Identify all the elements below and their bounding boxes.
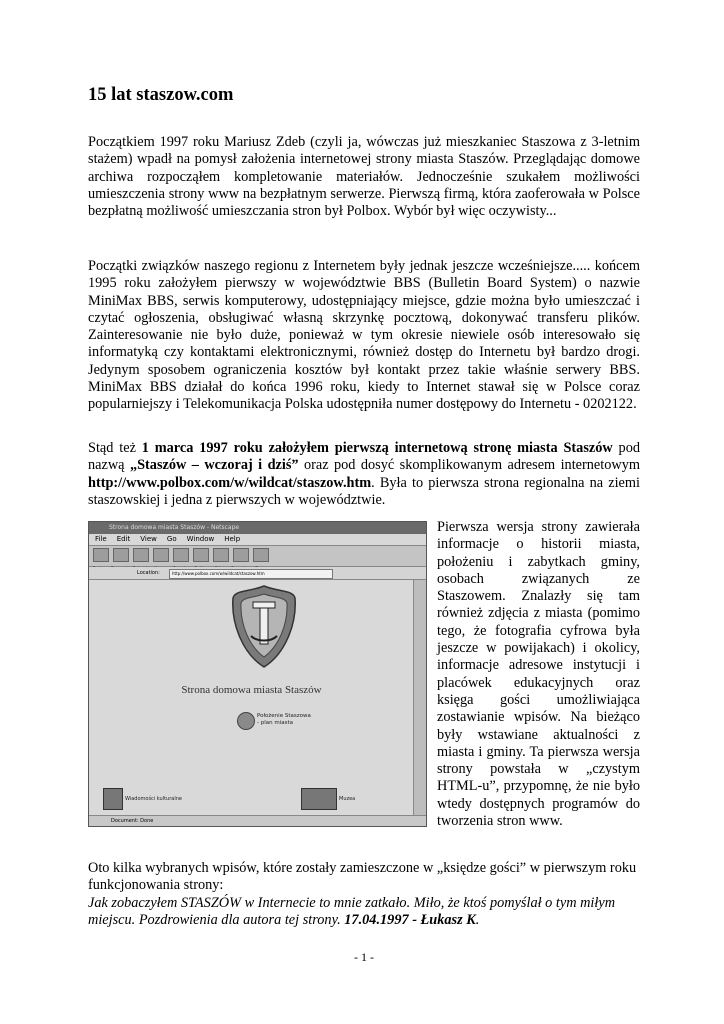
paragraph-first-website bbox=[88, 440, 640, 509]
menu-help: Help bbox=[224, 535, 241, 543]
paragraph-guestbook bbox=[88, 860, 640, 929]
guestbook-intro: Oto kilka wybranych wpisów, które zostały zamieszczone w „księdze gości” w pierwszym roku funkcjonowania strony: bbox=[88, 860, 637, 894]
guestbook-quote bbox=[88, 895, 615, 928]
location-label: Location: bbox=[137, 570, 160, 576]
browser-menubar bbox=[89, 534, 426, 546]
bold-founding-date: 1 marca 1997 roku założyłem pierwszą internetową stronę miasta Staszów bbox=[141, 440, 613, 456]
coat-of-arms-icon bbox=[229, 584, 299, 669]
link-line: - plan miasta bbox=[257, 720, 294, 726]
menu-window: Window bbox=[186, 535, 215, 543]
quote-signature: 17.04.1997 - Łukasz K bbox=[344, 911, 476, 928]
culture-news-icon bbox=[103, 788, 123, 810]
text-run: . Była to pierwsza strona regionalna na ziemi staszowskiej i jedna z pierwszych w województwie. bbox=[88, 474, 640, 508]
browser-statusbar: Document: Done bbox=[89, 815, 426, 826]
browser-scrollbar bbox=[413, 580, 426, 816]
browser-titlebar: Strona domowa miasta Staszów - Netscape bbox=[89, 522, 426, 534]
paragraph-bbs-history: Początki związków naszego regionu z Internetem były jednak jeszcze wcześniejsze..... końcem 1995 roku założyłem pierwszy w województwie BBS (Bulletin Board System) o nazwie MiniMax BBS, serwis komputerowy, udostępniający miejsce, gdzie można było umieszczać i czytać ogłoszenia, obsługiwać własną skrzynkę pocztową, dokonywać transferu plików. Zainteresowanie nie było duże, ponieważ w tym okresie niewiele osób interesowało się informatyką czy kontaktami elektronicznymi, również dostęp do Internetu był bardzo drogi. Jedynym sposobem ograniczenia kosztów był kontakt przez takie właśnie serwery BBS. MiniMax BBS działał do końca 1996 roku, kiedy to Internet stawał się w Polsce coraz popularniejszy i Telekomunikacja Polska udostępniła numer dostępowy do Internetu - 0202122. bbox=[88, 258, 640, 413]
culture-news-label: Wiadomości kulturalne bbox=[125, 795, 182, 802]
text-run: Stąd też bbox=[88, 440, 142, 456]
quote-end: . bbox=[475, 911, 480, 928]
browser-toolbar bbox=[89, 546, 426, 567]
museum-icon bbox=[301, 788, 337, 810]
menu-view: View bbox=[140, 535, 157, 543]
menu-go: Go bbox=[166, 535, 177, 543]
museum-label: Muzea bbox=[339, 795, 356, 802]
image-with-text-block bbox=[88, 519, 640, 831]
location-field: http://www.polbox.com/w/wildcat/staszow.htm bbox=[169, 569, 333, 579]
text-run: pod nazwą bbox=[88, 440, 640, 474]
text-run: oraz pod dosyć skomplikowanym adresem internetowym bbox=[298, 457, 640, 474]
browser-location-bar bbox=[89, 567, 426, 580]
bold-site-url: http://www.polbox.com/w/wildcat/staszow.htm bbox=[88, 474, 372, 491]
paragraph-beginnings: Początkiem 1997 roku Mariusz Zdeb (czyli ja, wówczas już mieszkaniec Staszowa z 3-letnim stażem) wpadł na pomysł założenia internetowej strony miasta Staszów. Przeglądając domowe archiwa rozpocząłem kompletowanie materiałów. Jednocześnie szukałem możliwości umieszczenia strony www na bezpłatnym serwerze. Pierwszą firmą, która zaoferowała w Polsce bezpłatną możliwość umieszczania stron był Polbox. Wybór był więc oczywisty... bbox=[88, 134, 640, 220]
link-line: Położenie Staszowa bbox=[257, 713, 311, 719]
menu-edit: Edit bbox=[116, 535, 131, 543]
menu-file: File bbox=[95, 535, 107, 543]
old-site-heading: Strona domowa miasta Staszów bbox=[181, 684, 322, 696]
bold-site-name: „Staszów – wczoraj i dziś” bbox=[129, 457, 299, 474]
document-title: 15 lat staszow.com bbox=[88, 85, 234, 105]
old-website-screenshot bbox=[88, 521, 427, 827]
paragraph-first-version: Pierwsza wersja strony zawierała informacje o historii miasta, położeniu i zabytkach gminy, osobach związanych ze Staszowem. Znalazły się tam również zdjęcia z miasta (pomimo tego, że fotografia cyfrowa była jeszcze w powijakach) i okolicy, informacje adresowe instytucji i placówek edukacyjnych oraz księga gości umożliwiająca zostawianie wpisów. Na bieżąco były wstawiane aktualności z miasta i gminy. Ta pierwsza wersja strony powstała w „czystym HTML-u”, przypomnę, że nie było wtedy dostępnych programów do tworzenia stron www. bbox=[437, 519, 640, 830]
page-number: - 1 - bbox=[354, 950, 374, 964]
document-page bbox=[88, 0, 640, 1024]
old-site-link bbox=[257, 713, 311, 727]
quote-text: Jak zobaczyłem STASZÓW w Internecie to mnie zatkało. Miło, że ktoś pomyślał o tym miłym miejscu. Pozdrowienia dla autora tej strony. bbox=[88, 894, 616, 928]
map-link-icon bbox=[237, 712, 255, 730]
